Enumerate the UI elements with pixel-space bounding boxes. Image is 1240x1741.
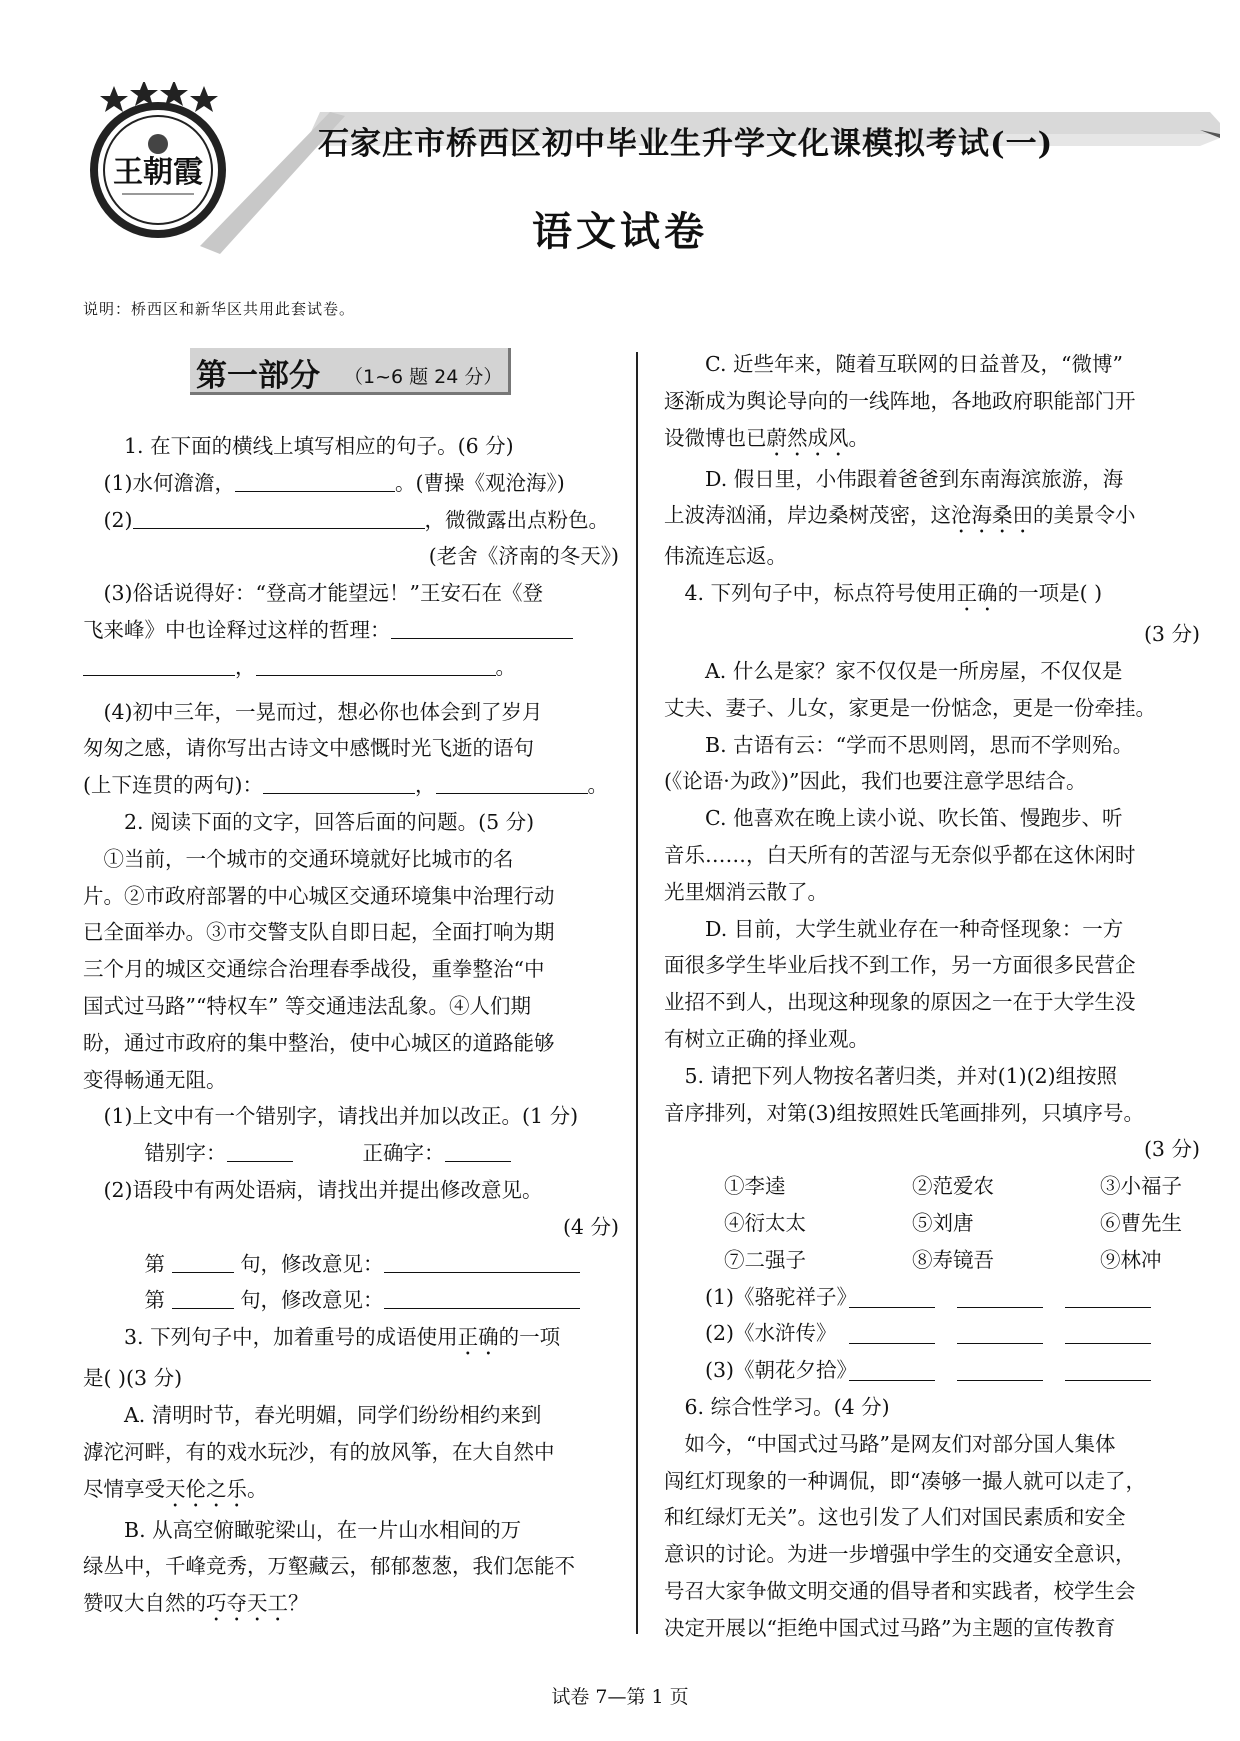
period: 。 bbox=[587, 773, 608, 798]
q3-option-c: C. 近些年来，随着互联网的日益普及，“微博” bbox=[705, 352, 1123, 376]
q3-stem bbox=[83, 1319, 619, 1360]
column-divider bbox=[636, 352, 638, 1634]
wrong-char-label: 错别字： bbox=[144, 1141, 227, 1166]
q1-sub1-source: 。(曹操《观沧海》) bbox=[395, 470, 565, 495]
logo-text: 王朝霞 bbox=[113, 155, 203, 190]
q4-option-c-line3: 光里烟消云散了。 bbox=[664, 879, 828, 904]
part-title: 第一部分 bbox=[196, 358, 320, 394]
emphasis-text: 蔚然成风 bbox=[766, 425, 849, 450]
q4-option-d-line3: 业招不到人，出现这种现象的原因之一在于大学生没 bbox=[664, 990, 1136, 1015]
emphasis-text: 正确 bbox=[457, 1325, 499, 1350]
answer-blank[interactable] bbox=[957, 1358, 1043, 1381]
q1-sub2-source: (老舍《济南的冬天》) bbox=[428, 544, 619, 569]
q2-passage-line: 变得畅通无阻。 bbox=[83, 1067, 227, 1092]
emphasis-text: 正确 bbox=[956, 581, 998, 606]
q1-sub4-line3 bbox=[83, 767, 619, 804]
q4-stem-text: 4. 下列句子中，标点符号使用 bbox=[684, 581, 957, 606]
q1-sub4-text: (上下连贯的两句)： bbox=[83, 773, 263, 798]
q4-option-a: A. 什么是家？家不仅仅是一所房屋，不仅仅是 bbox=[705, 658, 1123, 683]
period: 。 bbox=[495, 654, 516, 679]
page-footer: 试卷 7—第 1 页 bbox=[551, 1686, 689, 1708]
answer-blank[interactable] bbox=[849, 1285, 935, 1308]
paper-title: 语文试卷 bbox=[532, 208, 708, 255]
q5-book-row bbox=[664, 1352, 1200, 1389]
book-title: (2)《水浒传》 bbox=[705, 1321, 837, 1346]
q6-line: 决定开展以“拒绝中国式过马路”为主题的宣传教育 bbox=[664, 1615, 1116, 1640]
q2-stem: 2. 阅读下面的文字，回答后面的问题。(5 分) bbox=[124, 809, 535, 834]
answer-blank[interactable] bbox=[1065, 1358, 1151, 1381]
answer-blank[interactable] bbox=[133, 506, 425, 529]
q1-sub3-text: 飞来峰》中也诠释过这样的哲理： bbox=[83, 617, 391, 642]
q5-stem: 5. 请把下列人物按名著归类，并对(1)(2)组按照 bbox=[684, 1063, 1118, 1088]
q2-passage-line: 片。②市政府部署的中心城区交通环境集中治理行动 bbox=[83, 883, 555, 908]
q6-line: 闯红灯现象的一种调侃，即“凑够一撮人就可以走了， bbox=[664, 1468, 1146, 1493]
comma: ， bbox=[415, 773, 436, 798]
q3-stem-text: 3. 下列句子中，加着重号的成语使用 bbox=[124, 1325, 458, 1350]
q2-passage-line: ①当前，一个城市的交通环境就好比城市的名 bbox=[103, 846, 514, 871]
answer-blank[interactable] bbox=[445, 1139, 511, 1162]
q4-option-a-line2: 丈夫、妻子、儿女，家更是一份惦念，更是一份牵挂。 bbox=[664, 695, 1156, 720]
q1-sub3-line1: (3)俗话说得好：“登高才能望远！”王安石在《登 bbox=[103, 581, 543, 606]
q3-option-c-line3 bbox=[664, 420, 1200, 461]
name-item: ⑥曹先生 bbox=[1100, 1210, 1182, 1235]
q1-sub4-line1: (4)初中三年，一晃而过，想必你也体会到了岁月 bbox=[103, 699, 543, 724]
di-label: 第 bbox=[144, 1251, 165, 1276]
q6-line: 意识的讨论。为进一步增强中学生的交通安全意识， bbox=[664, 1542, 1136, 1567]
part-range: （1~6 题 24 分） bbox=[344, 366, 503, 388]
answer-blank[interactable] bbox=[384, 1250, 580, 1273]
emphasis-text: 天伦之乐 bbox=[165, 1476, 247, 1501]
q1-sub1-text: (1)水何澹澹， bbox=[103, 470, 236, 495]
answer-blank[interactable] bbox=[227, 1139, 293, 1162]
q2-passage-line: 三个月的城区交通综合治理春季战役，重拳整治“中 bbox=[83, 957, 545, 982]
q4-option-d: D. 目前，大学生就业存在一种奇怪现象：一方 bbox=[705, 916, 1124, 941]
book-title: (1)《骆驼祥子》 bbox=[705, 1284, 858, 1309]
q2-sub2-score: (4 分) bbox=[562, 1214, 619, 1239]
q3-option-c-text: 设微博也已 bbox=[664, 425, 767, 450]
answer-blank[interactable] bbox=[1065, 1321, 1151, 1344]
q5-book-row bbox=[664, 1279, 1200, 1316]
name-item: ⑨林冲 bbox=[1100, 1247, 1162, 1272]
q2-passage-line: 已全面举办。③市交警支队自即日起，全面打响为期 bbox=[83, 920, 555, 945]
ju-label: 句，修改意见： bbox=[240, 1288, 384, 1313]
answer-blank[interactable] bbox=[172, 1286, 234, 1309]
q1-sub3-line2 bbox=[83, 612, 619, 649]
name-item: ④衍太太 bbox=[724, 1210, 806, 1235]
q6-stem: 6. 综合性学习。(4 分) bbox=[684, 1394, 890, 1419]
comma: ， bbox=[235, 654, 256, 679]
q1-sub1 bbox=[83, 465, 619, 502]
q4-option-b: B. 古语有云：“学而不思则罔，思而不学则殆。 bbox=[705, 732, 1134, 757]
q3-option-b-tail: ？ bbox=[288, 1591, 309, 1616]
answer-blank[interactable] bbox=[83, 653, 235, 676]
q1-stem: 1. 在下面的横线上填写相应的句子。(6 分) bbox=[124, 434, 514, 458]
q2-sub1-answer bbox=[83, 1135, 619, 1172]
q5-stem-line2: 音序排列，对第(3)组按照姓氏笔画排列，只填序号。 bbox=[664, 1100, 1145, 1125]
q5-names-row bbox=[664, 1242, 1200, 1279]
q3-option-b-line3 bbox=[83, 1585, 619, 1626]
answer-blank[interactable] bbox=[172, 1250, 234, 1273]
q3-option-a: A. 清明时节，春光明媚，同学们纷纷相约来到 bbox=[124, 1402, 542, 1427]
right-column bbox=[664, 346, 1200, 1647]
q1-sub3-line3 bbox=[83, 649, 619, 686]
q3-option-c-tail: 。 bbox=[848, 425, 869, 450]
q4-option-b-line2: (《论语·为政》)”因此，我们也要注意学思结合。 bbox=[664, 769, 1087, 794]
q1-sub2-text: (2) bbox=[103, 507, 133, 532]
ju-label: 句，修改意见： bbox=[240, 1251, 384, 1276]
q2-sub2: (2)语段中有两处语病，请找出并提出修改意见。 bbox=[103, 1177, 543, 1202]
q3-option-c-line2: 逐渐成为舆论导向的一线阵地，各地政府职能部门开 bbox=[664, 388, 1136, 413]
answer-blank[interactable] bbox=[1065, 1285, 1151, 1308]
answer-blank[interactable] bbox=[436, 771, 588, 794]
banner-title: 石家庄市桥西区初中毕业生升学文化课模拟考试(一) bbox=[318, 126, 1054, 162]
q3-stem-line2: 是( )(3 分) bbox=[83, 1366, 183, 1391]
q3-option-d-line3: 伟流连忘返。 bbox=[664, 544, 787, 569]
q3-option-b-text: 赞叹大自然的 bbox=[83, 1591, 206, 1616]
q6-line: 号召大家争做文明交通的倡导者和实践者，校学生会 bbox=[664, 1578, 1136, 1603]
answer-blank[interactable] bbox=[957, 1285, 1043, 1308]
answer-blank[interactable] bbox=[263, 771, 415, 794]
answer-blank[interactable] bbox=[957, 1321, 1043, 1344]
q4-option-d-line2: 面很多学生毕业后找不到工作，另一方面很多民营企 bbox=[664, 953, 1136, 978]
q2-passage-line: 盼，通过市政府的集中整治，使中心城区的道路能够 bbox=[83, 1030, 555, 1055]
name-item: ①李逵 bbox=[724, 1174, 786, 1199]
answer-blank[interactable] bbox=[235, 469, 395, 492]
q3-option-b: B. 从高空俯瞰驼梁山，在一片山水相间的万 bbox=[124, 1517, 522, 1542]
q3-option-a-tail: 。 bbox=[247, 1476, 268, 1501]
q5-names-row bbox=[664, 1205, 1200, 1242]
q5-score: (3 分) bbox=[1143, 1137, 1200, 1162]
q2-sub1: (1)上文中有一个错别字，请找出并加以改正。(1 分) bbox=[103, 1104, 579, 1129]
left-column bbox=[83, 428, 619, 1626]
answer-blank[interactable] bbox=[849, 1321, 935, 1344]
emphasis-text: 巧夺天工 bbox=[206, 1591, 288, 1616]
name-item: ⑤刘唐 bbox=[912, 1210, 974, 1235]
q4-stem bbox=[664, 575, 1200, 616]
name-item: ③小福子 bbox=[1100, 1174, 1182, 1199]
q6-line: 如今，“中国式过马路”是网友们对部分国人集体 bbox=[684, 1431, 1116, 1456]
right-char-label: 正确字： bbox=[362, 1141, 445, 1166]
q1-sub2 bbox=[83, 502, 619, 539]
q6-line: 和红绿灯无关”。这也引发了人们对国民素质和安全 bbox=[664, 1505, 1126, 1530]
di-label: 第 bbox=[144, 1288, 165, 1313]
name-item: ⑧寿镜吾 bbox=[912, 1247, 994, 1272]
q5-book-row bbox=[664, 1315, 1200, 1352]
q3-option-a-line3 bbox=[83, 1471, 619, 1512]
q2-sub2-answer bbox=[83, 1282, 619, 1319]
q3-stem-tail: 的一项 bbox=[498, 1325, 561, 1350]
q4-option-c: C. 他喜欢在晚上读小说、吹长笛、慢跑步、听 bbox=[705, 806, 1123, 831]
q3-option-a-line2: 滹沱河畔，有的戏水玩沙，有的放风筝，在大自然中 bbox=[83, 1439, 555, 1464]
paper-note: 说明：桥西区和新华区共用此套试卷。 bbox=[83, 300, 356, 318]
q5-names-row bbox=[664, 1168, 1200, 1205]
name-item: ⑦二强子 bbox=[724, 1247, 806, 1272]
q4-option-c-line2: 音乐……，白天所有的苦涩与无奈似乎都在这休闲时 bbox=[664, 842, 1136, 867]
q1-sub4-line2: 匆匆之感，请你写出古诗文中感慨时光飞逝的语句 bbox=[83, 736, 534, 761]
q2-passage-line: 国式过马路”“特权车” 等交通违法乱象。④人们期 bbox=[83, 993, 531, 1018]
q3-option-d-line2 bbox=[664, 497, 1200, 538]
q4-stem-tail: 的一项是( ) bbox=[997, 581, 1103, 606]
answer-blank[interactable] bbox=[256, 653, 496, 676]
q4-score: (3 分) bbox=[1143, 622, 1200, 647]
q3-option-d: D. 假日里，小伟跟着爸爸到东南海滨旅游，海 bbox=[705, 466, 1124, 491]
q3-option-a-text: 尽情享受 bbox=[83, 1476, 165, 1501]
q3-option-b-line2: 绿丛中，千峰竞秀，万壑藏云，郁郁葱葱，我们怎能不 bbox=[83, 1554, 575, 1579]
q3-option-d-text: 上波涛汹涌，岸边桑树茂密，这 bbox=[664, 503, 951, 528]
q4-option-d-line4: 有树立正确的择业观。 bbox=[664, 1026, 869, 1051]
answer-blank[interactable] bbox=[384, 1286, 580, 1309]
name-item: ②范爱农 bbox=[912, 1174, 994, 1199]
q2-sub2-answer bbox=[83, 1246, 619, 1283]
emphasis-text: 沧海桑田 bbox=[951, 503, 1033, 528]
q1-sub2-tail: ，微微露出点粉色。 bbox=[424, 507, 610, 532]
answer-blank[interactable] bbox=[849, 1358, 935, 1381]
answer-blank[interactable] bbox=[391, 616, 573, 639]
book-title: (3)《朝花夕拾》 bbox=[705, 1358, 858, 1383]
q3-option-d-tail: 的美景令小 bbox=[1033, 503, 1136, 528]
